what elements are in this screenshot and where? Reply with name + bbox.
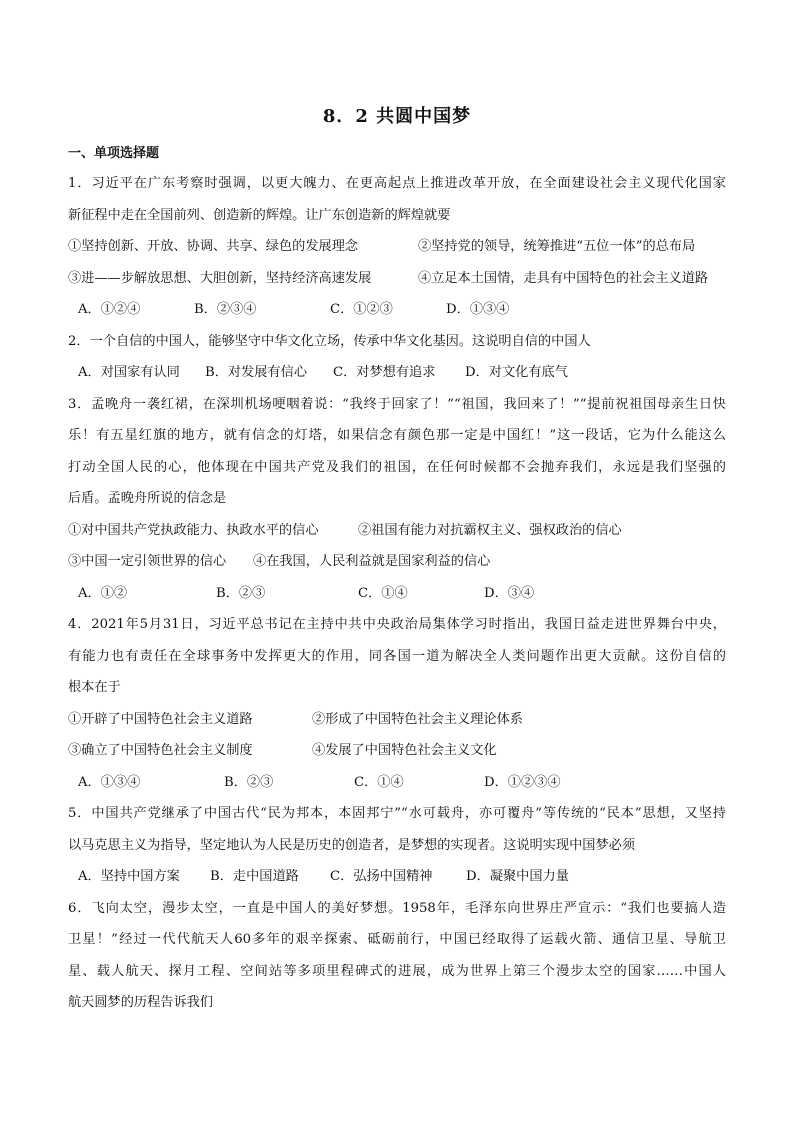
stem-line: 航天圆梦的历程告诉我们	[68, 995, 214, 1010]
option-d: D．对文化有底气	[465, 365, 568, 380]
statement: ④立足本土国情，走具有中国特色的社会主义道路	[418, 270, 709, 286]
statement: ①坚持创新、开放、协调、共享、绿色的发展理念	[68, 239, 359, 254]
stem-line: 打动全国人民的心，他体现在中国共产党及我们的祖国，在任何时候都不会抛弃我们，永远是我们坚强的	[68, 459, 726, 475]
statement-row	[68, 515, 726, 547]
option-b: B．走中国道路	[210, 869, 299, 884]
stem-line: 后盾。孟晚舟所说的信念是	[68, 491, 227, 506]
options-row	[68, 578, 726, 610]
page-title: 8．2 共圆中国梦	[322, 106, 472, 127]
question-stem	[68, 609, 726, 704]
question-6	[68, 893, 726, 1019]
stem-line: 有能力也有责任在全球事务中发挥更大的作用，同各国一道为解决全人类问题作出更大贡献。这份自信的	[68, 648, 726, 664]
statement: ③确立了中国特色社会主义制度	[68, 743, 253, 758]
question-1	[68, 168, 726, 326]
statement: ②形成了中国特色社会主义理论体系	[312, 711, 523, 727]
stem-line: 乐！有五星红旗的地方，就有信念的灯塔，如果信念有颜色那一定是中国红！”这一段话，它为什么能这么	[68, 428, 726, 443]
statement: ①对中国共产党执政能力、执政水平的信心	[68, 522, 319, 538]
question-stem	[68, 168, 726, 231]
stem-line: 5．中国共产党继承了中国古代“民为邦本，本固邦宁”“水可载舟，亦可覆舟”等传统的“民本”思想，又坚持	[68, 806, 726, 821]
option-a: A．对国家有认同	[78, 365, 180, 380]
option-b: B．②③	[224, 774, 274, 790]
question-stem	[68, 893, 726, 1019]
option-c: C．弘扬中国精神	[330, 869, 433, 884]
question-stem	[68, 326, 726, 358]
option-d: D．凝聚中国力量	[466, 869, 569, 884]
statement-row	[68, 231, 726, 263]
statement: ③中国一定引领世界的信心	[68, 554, 227, 569]
statement: ④在我国，人民利益就是国家利益的信心	[253, 554, 491, 569]
option-c: C．①④	[354, 774, 404, 790]
stem-line: 4．2021年5月31日，习近平总书记在主持中共中央政治局集体学习时指出，我国日益走进世界舞台中央，	[68, 617, 726, 632]
option-a: A．坚持中国方案	[78, 869, 180, 884]
option-c: C．①④	[358, 585, 408, 601]
question-stem	[68, 798, 726, 861]
option-b: B．②③④	[194, 302, 257, 317]
option-b: B．对发展有信心	[205, 365, 308, 380]
statement-row	[68, 263, 726, 295]
option-d: D．①③④	[446, 302, 510, 317]
stem-line: 根本在于	[68, 680, 121, 695]
options-row	[68, 767, 726, 799]
question-4	[68, 609, 726, 798]
statement-row	[68, 735, 726, 767]
option-d: D．③④	[484, 585, 535, 601]
question-stem	[68, 389, 726, 515]
option-b: B．②③	[216, 585, 266, 601]
stem-line: 6．飞向太空，漫步太空，一直是中国人的美好梦想。1958年，毛泽东向世界庄严宣示：“我们也要搞人造	[68, 900, 726, 916]
stem-line: 卫星！”经过一代代航天人60多年的艰辛探索、砥砺前行，中国已经取得了运载火箭、通信卫星、导航卫	[68, 932, 726, 947]
statement-row	[68, 704, 726, 736]
options-row	[68, 861, 726, 893]
stem-line: 1．习近平在广东考察时强调，以更大魄力、在更高起点上推进改革开放，在全面建设社会主义现代化国家	[68, 176, 726, 191]
stem-line: 以马克思主义为指导，坚定地认为人民是历史的创造者，是梦想的实现者。这说明实现中国梦必须	[68, 837, 636, 853]
question-5	[68, 798, 726, 893]
option-a: A．①③④	[78, 774, 141, 790]
stem-line: 星、载人航天、探月工程、空间站等多项里程碑式的进展，成为世界上第三个漫步太空的国家……中国人	[68, 963, 726, 979]
question-3	[68, 389, 726, 610]
options-row	[68, 294, 726, 326]
option-d: D．①②③④	[484, 774, 561, 790]
statement: ④发展了中国特色社会主义文化	[312, 743, 497, 758]
stem-line: 新征程中走在全国前列、创造新的辉煌。让广东创造新的辉煌就要	[68, 207, 451, 223]
stem-line: 2．一个自信的中国人，能够坚守中华文化立场，传承中华文化基因。这说明自信的中国人	[68, 333, 591, 349]
option-a: A．①②④	[78, 302, 141, 317]
option-c: C．对梦想有追求	[333, 365, 436, 380]
stem-line: 3．孟晚舟一袭红裙，在深圳机场哽咽着说：“我终于回家了！”“祖国，我回来了！”“提前祝祖国母亲生日快	[68, 396, 726, 412]
option-a: A．①②	[78, 585, 128, 601]
statement: ①开辟了中国特色社会主义道路	[68, 711, 253, 727]
question-2	[68, 326, 726, 389]
options-row	[68, 357, 726, 389]
statement: ②坚持党的领导，统筹推进“五位一体”的总布局	[418, 239, 696, 254]
statement-row	[68, 546, 726, 578]
statement: ②祖国有能力对抗霸权主义、强权政治的信心	[358, 522, 622, 538]
section-heading: 一、单项选择题	[68, 146, 160, 161]
option-c: C．①②③	[330, 302, 393, 317]
statement: ③进——步解放思想、大胆创新，坚持经济高速发展	[68, 270, 372, 286]
